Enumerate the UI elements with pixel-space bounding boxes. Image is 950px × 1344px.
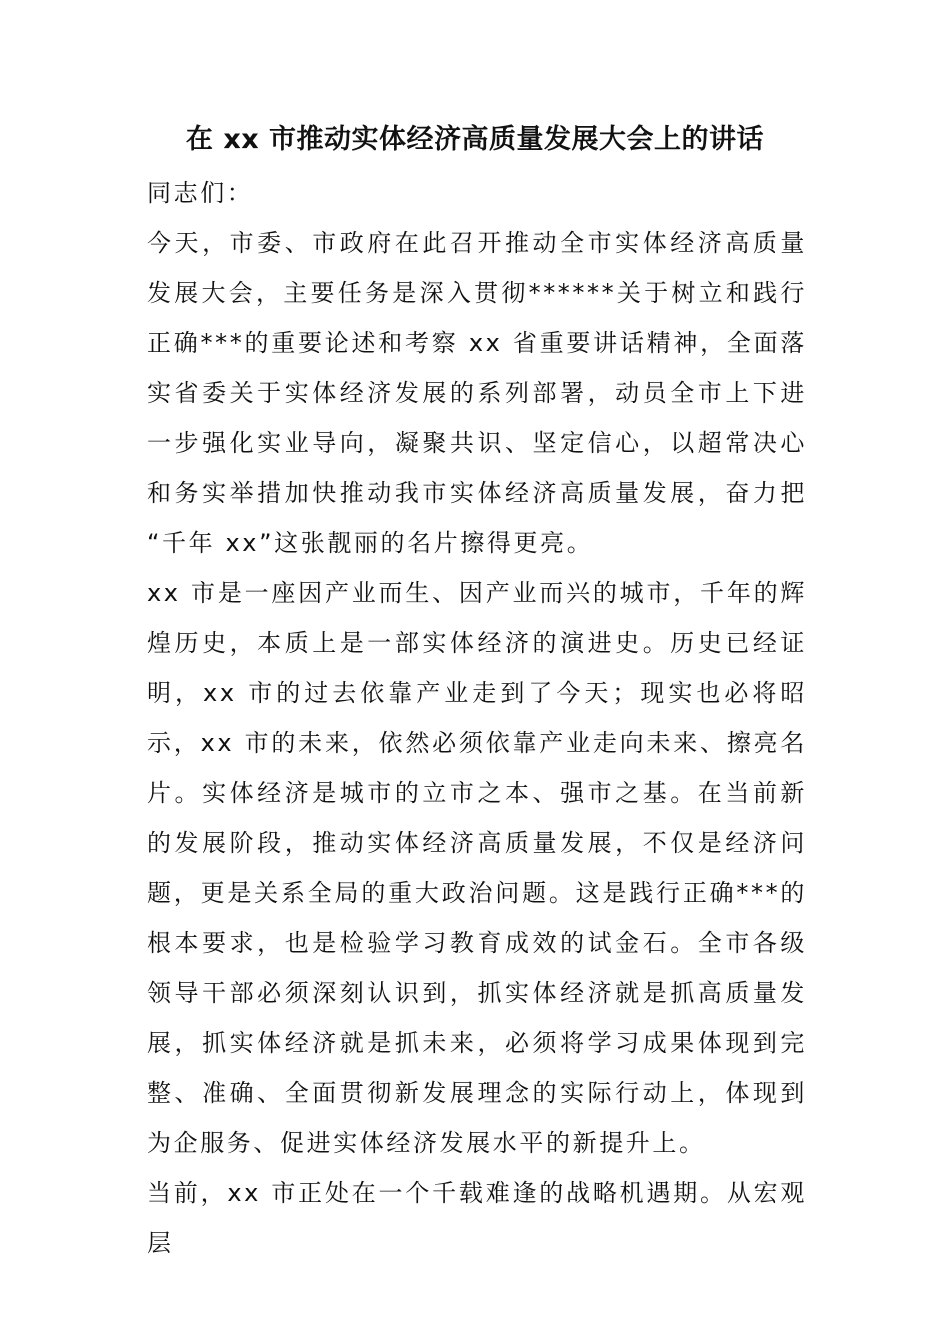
- paragraph-3: 当前，xx 市正处在一个千载难逢的战略机遇期。从宏观层: [147, 1179, 807, 1257]
- salutation: 同志们：: [147, 179, 254, 207]
- document-body: [147, 168, 807, 1268]
- paragraph-2: xx 市是一座因产业而生、因产业而兴的城市，千年的辉煌历史，本质上是一部实体经济的演进史。历史已经证明，xx 市的过去依靠产业走到了今天；现实也必将昭示，xx 市的未来，依然必须依靠产业走向未来、擦亮名片。实体经济是城市的立市之本、强市之基。在当前新的发展阶段，推动实体经济高质量发展，不仅是经济问题，更是关系全局的重大政治问题。这是践行正确***的根本要求，也是检验学习教育成效的试金石。全市各级领导干部必须深刻认识到，抓实体经济就是抓高质量发展，抓实体经济就是抓未来，必须将学习成果体现到完整、准确、全面贯彻新发展理念的实际行动上，体现到为企服务、促进实体经济发展水平的新提升上。: [147, 579, 807, 1157]
- document-title: 在 xx 市推动实体经济高质量发展大会上的讲话: [185, 124, 765, 155]
- paragraph-1: 今天，市委、市政府在此召开推动全市实体经济高质量发展大会，主要任务是深入贯彻******关于树立和践行正确***的重要论述和考察 xx 省重要讲话精神，全面落实省委关于实体经济发展的系列部署，动员全市上下进一步强化实业导向，凝聚共识、坚定信心，以超常决心和务实举措加快推动我市实体经济高质量发展，奋力把 “千年 xx”这张靓丽的名片擦得更亮。: [147, 229, 807, 557]
